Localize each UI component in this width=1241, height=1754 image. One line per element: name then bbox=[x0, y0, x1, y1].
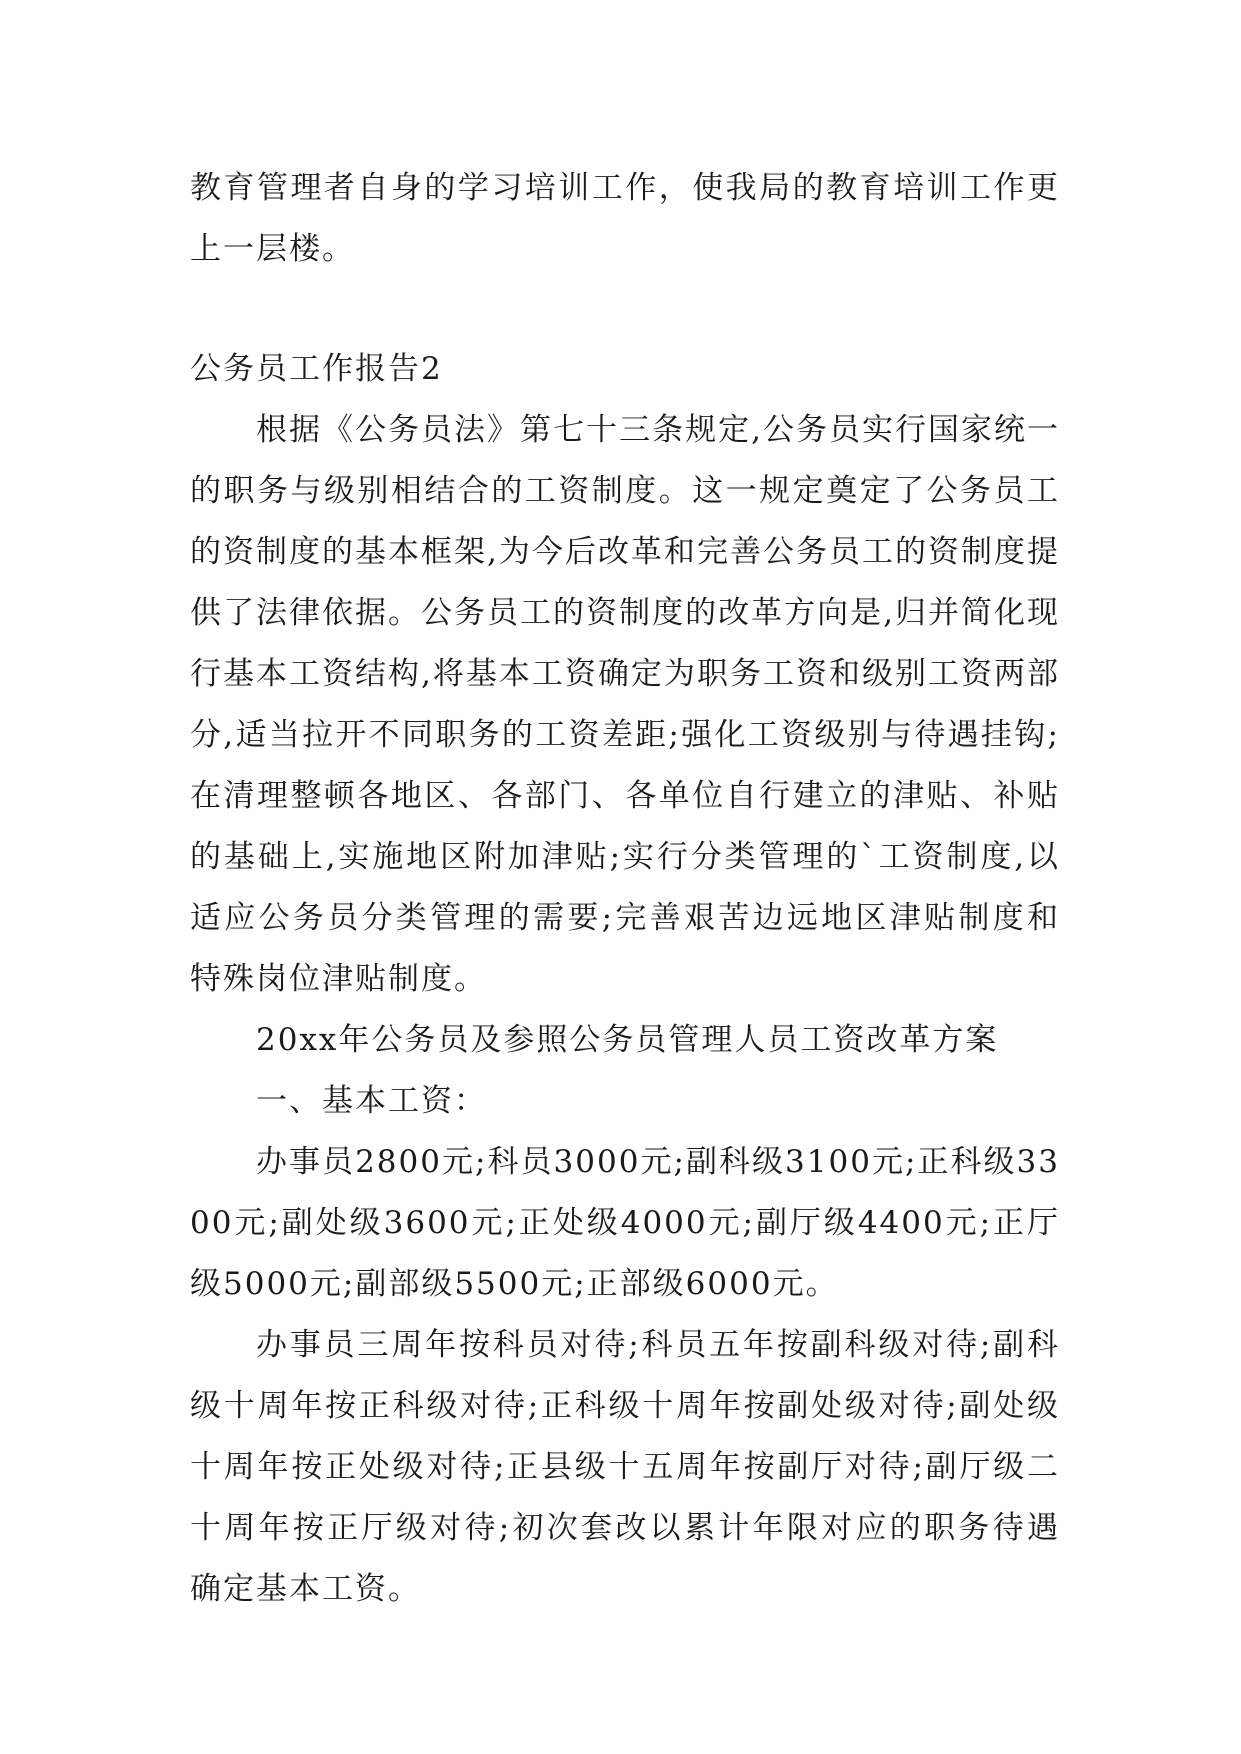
paragraph-salary-levels: 办事员2800元;科员3000元;副科级3100元;正科级3300元;副处级3600元;正处级4000元;副厅级4400元;正厅级5000元;副部级5500元;正部级6000元。 bbox=[190, 1144, 1060, 1302]
paragraph-law-basis: 根据《公务员法》第七十三条规定,公务员实行国家统一的职务与级别相结合的工资制度。这一规定奠定了公务员工的资制度的基本框架,为今后改革和完善公务员工的资制度提供了法律依据。公务员工的资制度的改革方向是,归并简化现行基本工资结构,将基本工资确定为职务工资和级别工资两部分,适当拉开不同职务的工资差距;强化工资级别与待遇挂钩;在清理整顿各地区、各部门、各单位自行建立的津贴、补贴的基础上,实施地区附加津贴;实行分类管理的`工资制度,以适应公务员分类管理的需要;完善艰苦边远地区津贴制度和特殊岗位津贴制度。 bbox=[190, 412, 1060, 997]
paragraph-plan-title: 20xx年公务员及参照公务员管理人员工资改革方案 bbox=[256, 1022, 999, 1058]
paragraph-intro-tail: 教育管理者自身的学习培训工作，使我局的教育培训工作更上一层楼。 bbox=[190, 170, 1060, 267]
basic-salary-heading: 一、基本工资： bbox=[256, 1083, 487, 1119]
paragraph-promotion-rules: 办事员三周年按科员对待;科员五年按副科级对待;副科级十周年按正科级对待;正科级十周年按副处级对待;副处级十周年按正处级对待;正县级十五周年按副厅对待;副厅级二十周年按正厅级对待;初次套改以累计年限对应的职务待遇确定基本工资。 bbox=[190, 1327, 1060, 1607]
document-body bbox=[190, 158, 1060, 1620]
section-heading: 公务员工作报告2 bbox=[190, 351, 443, 387]
